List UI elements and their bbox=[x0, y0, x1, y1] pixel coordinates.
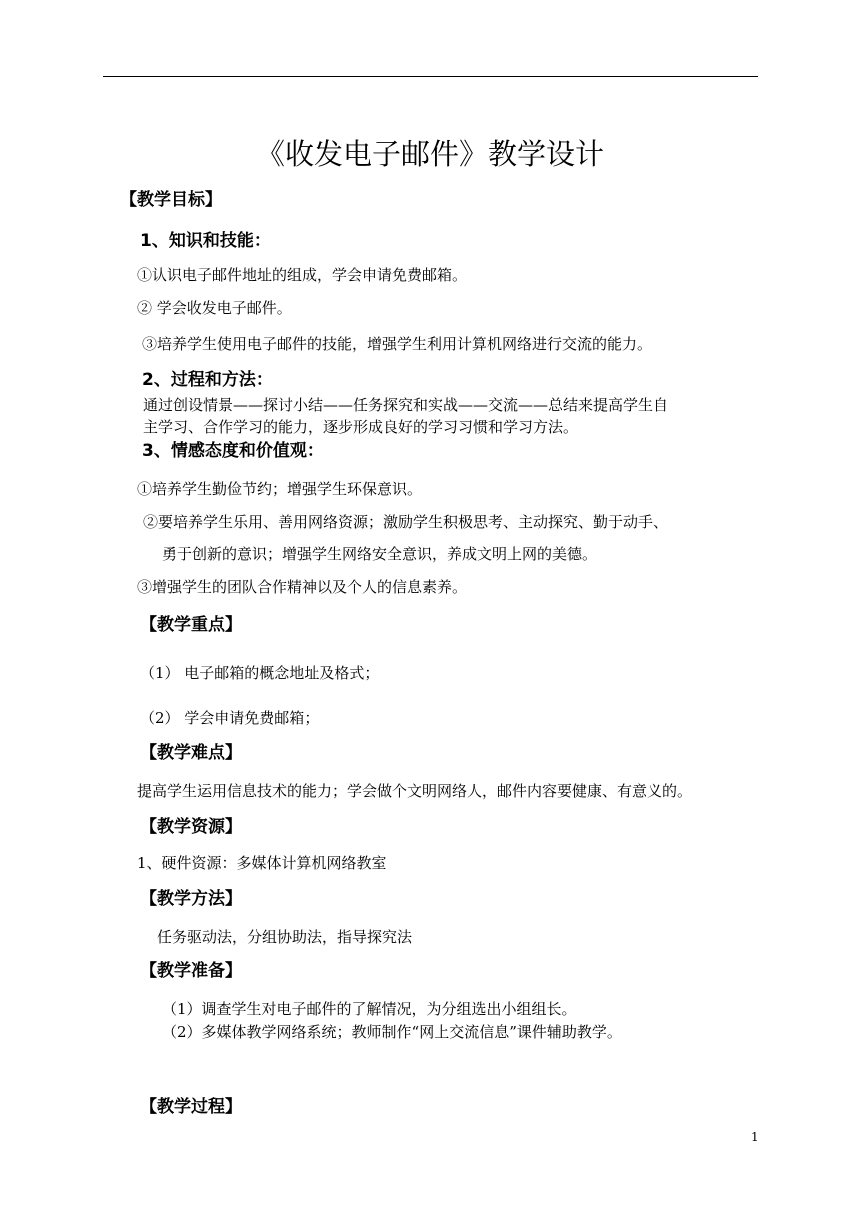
section-heading-difficulties: 【教学难点】 bbox=[140, 743, 242, 763]
knowledge-item: ② 学会收发电子邮件。 bbox=[137, 299, 292, 317]
section-heading-teaching-process: 【教学过程】 bbox=[140, 1097, 242, 1117]
emotion-item: ③增强学生的团队合作精神以及个人的信息素养。 bbox=[137, 578, 468, 596]
section-heading-methods: 【教学方法】 bbox=[140, 889, 242, 909]
page-number: 1 bbox=[751, 1130, 759, 1144]
emotion-item: 勇于创新的意识；增强学生网络安全意识，养成文明上网的美德。 bbox=[162, 545, 598, 563]
header-rule bbox=[103, 76, 758, 77]
document-title: 《收发电子邮件》教学设计 bbox=[255, 137, 604, 171]
preparation-item: （2）多媒体教学网络系统；教师制作“网上交流信息”课件辅助教学。 bbox=[162, 1023, 622, 1041]
preparation-item: （1）调查学生对电子邮件的了解情况，为分组选出小组组长。 bbox=[162, 1000, 577, 1018]
process-line: 通过创设情景——探讨小结——任务探究和实战——交流——总结来提高学生自 bbox=[143, 396, 669, 414]
subheading-process: 2、过程和方法： bbox=[142, 370, 273, 390]
section-heading-key-points: 【教学重点】 bbox=[140, 615, 242, 635]
subheading-emotion: 3、情感态度和价值观： bbox=[142, 441, 324, 461]
subheading-knowledge: 1、知识和技能： bbox=[140, 231, 271, 251]
section-heading-preparation: 【教学准备】 bbox=[140, 961, 242, 981]
emotion-item: ②要培养学生乐用、善用网络资源；激励学生积极思考、主动探究、勤于动手、 bbox=[143, 513, 669, 531]
difficulties-text: 提高学生运用信息技术的能力；学会做个文明网络人，邮件内容要健康、有意义的。 bbox=[137, 782, 693, 800]
methods-text: 任务驱动法，分组协助法，指导探究法 bbox=[157, 928, 413, 946]
knowledge-item: ③培养学生使用电子邮件的技能，增强学生利用计算机网络进行交流的能力。 bbox=[142, 335, 653, 353]
knowledge-item: ①认识电子邮件地址的组成，学会申请免费邮箱。 bbox=[137, 266, 468, 284]
emotion-item: ①培养学生勤俭节约；增强学生环保意识。 bbox=[137, 480, 423, 498]
key-point-item: （2） 学会申请免费邮箱； bbox=[140, 709, 320, 727]
resources-text: 1、硬件资源：多媒体计算机网络教室 bbox=[137, 854, 387, 872]
key-point-item: （1） 电子邮箱的概念地址及格式； bbox=[140, 664, 380, 682]
section-heading-goals: 【教学目标】 bbox=[120, 190, 222, 210]
process-line: 主学习、合作学习的能力，逐步形成良好的学习习惯和学习方法。 bbox=[143, 418, 579, 436]
section-heading-resources: 【教学资源】 bbox=[140, 817, 242, 837]
